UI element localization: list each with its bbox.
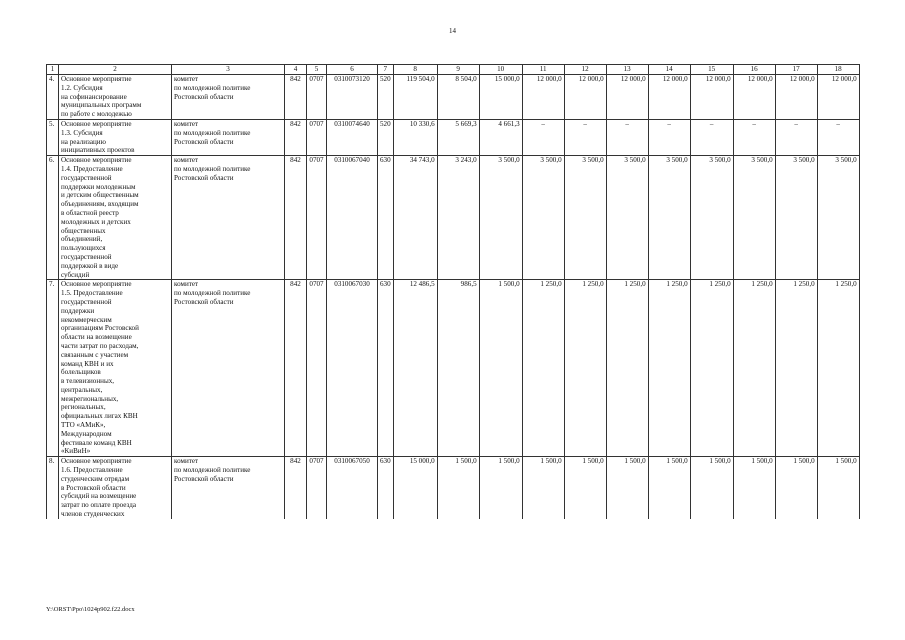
year-value-cell: – [648,119,690,155]
column-header: 15 [690,65,733,75]
year-value-cell: 1 500,0 [437,457,479,519]
year-value-cell: 1 250,0 [606,280,648,457]
activity-cell: Основное мероприятие 1.6. Предоставление студенческим отрядам в Ростовской области субсидий на возмещение затрат по оплате проезда членов студенческих [59,457,172,519]
year-value-cell: 1 500,0 [648,457,690,519]
row-number: 4. [47,75,59,120]
grbs-cell: 842 [285,75,307,120]
year-value-cell: 3 500,0 [564,156,606,280]
column-header: 6 [327,65,378,75]
section-cell: 0707 [307,75,327,120]
expense-type-cell: 520 [378,119,394,155]
total-cell: 12 486,5 [393,280,437,457]
year-value-cell: 1 500,0 [479,280,522,457]
year-value-cell: 3 500,0 [733,156,775,280]
year-value-cell: 1 250,0 [817,280,859,457]
file-path-footer: Y:\ORST\Ppo\1024p902.f22.docx [46,606,135,613]
target-article-cell: 0310067040 [327,156,378,280]
total-cell: 10 330,6 [393,119,437,155]
grbs-cell: 842 [285,119,307,155]
table-row [47,280,860,457]
column-header: 16 [733,65,775,75]
year-value-cell: 3 243,0 [437,156,479,280]
expense-type-cell: 520 [378,75,394,120]
target-article-cell: 0310067030 [327,280,378,457]
section-cell: 0707 [307,156,327,280]
executor-cell: комитет по молодежной политике Ростовской области [172,457,285,519]
year-value-cell: 12 000,0 [775,75,817,120]
year-value-cell: – [606,119,648,155]
total-cell: 119 504,0 [393,75,437,120]
target-article-cell: 0310074640 [327,119,378,155]
year-value-cell: – [690,119,733,155]
year-value-cell: 1 250,0 [775,280,817,457]
year-value-cell: 4 661,3 [479,119,522,155]
target-article-cell: 0310067050 [327,457,378,519]
column-header: 10 [479,65,522,75]
year-value-cell: 1 500,0 [817,457,859,519]
activity-cell: Основное мероприятие 1.4. Предоставление государственной поддержки молодежным и детским общественным объединениям, входящим в областной реестр молодежных и детских общественных объединений, пользующихся государственной поддержкой в виде субсидий [59,156,172,280]
table-row [47,457,860,519]
column-header: 13 [606,65,648,75]
year-value-cell: 3 500,0 [479,156,522,280]
table-row [47,156,860,280]
column-header: 18 [817,65,859,75]
year-value-cell: 3 500,0 [775,156,817,280]
column-header: 2 [59,65,172,75]
year-value-cell: 3 500,0 [522,156,564,280]
table-row [47,119,860,155]
year-value-cell: 1 250,0 [522,280,564,457]
activity-cell: Основное мероприятие 1.3. Субсидия на реализацию инициативных проектов [59,119,172,155]
year-value-cell: 1 500,0 [522,457,564,519]
executor-cell: комитет по молодежной политике Ростовской области [172,280,285,457]
section-cell: 0707 [307,280,327,457]
page-number: 14 [449,27,456,35]
year-value-cell: 8 504,0 [437,75,479,120]
executor-cell: комитет по молодежной политике Ростовской области [172,75,285,120]
year-value-cell: 1 250,0 [564,280,606,457]
year-value-cell: 12 000,0 [606,75,648,120]
expense-type-cell: 630 [378,457,394,519]
year-value-cell: 1 500,0 [690,457,733,519]
column-header: 8 [393,65,437,75]
year-value-cell: 986,5 [437,280,479,457]
grbs-cell: 842 [285,280,307,457]
year-value-cell: 1 500,0 [606,457,648,519]
year-value-cell: 1 500,0 [479,457,522,519]
year-value-cell: – [817,119,859,155]
column-header: 7 [378,65,394,75]
target-article-cell: 0310073120 [327,75,378,120]
year-value-cell: 15 000,0 [479,75,522,120]
column-header: 1 [47,65,59,75]
year-value-cell: 12 000,0 [817,75,859,120]
column-header: 14 [648,65,690,75]
grbs-cell: 842 [285,457,307,519]
table-row [47,75,860,120]
activity-cell: Основное мероприятие 1.2. Субсидия на софинансирование муниципальных программ по работе с молодежью [59,75,172,120]
executor-cell: комитет по молодежной политике Ростовской области [172,119,285,155]
expense-type-cell: 630 [378,280,394,457]
column-header: 17 [775,65,817,75]
budget-table [46,64,860,519]
row-number: 5. [47,119,59,155]
year-value-cell: 3 500,0 [690,156,733,280]
executor-cell: комитет по молодежной политике Ростовской области [172,156,285,280]
row-number: 7. [47,280,59,457]
column-header: 11 [522,65,564,75]
column-header: 5 [307,65,327,75]
column-header: 9 [437,65,479,75]
total-cell: 15 000,0 [393,457,437,519]
year-value-cell: 12 000,0 [690,75,733,120]
column-header: 12 [564,65,606,75]
row-number: 6. [47,156,59,280]
expense-type-cell: 630 [378,156,394,280]
year-value-cell: 12 000,0 [648,75,690,120]
year-value-cell: – [522,119,564,155]
year-value-cell: – [733,119,775,155]
year-value-cell: 12 000,0 [522,75,564,120]
year-value-cell: 3 500,0 [606,156,648,280]
year-value-cell: 1 500,0 [564,457,606,519]
section-cell: 0707 [307,457,327,519]
total-cell: 34 743,0 [393,156,437,280]
year-value-cell: 1 250,0 [648,280,690,457]
grbs-cell: 842 [285,156,307,280]
year-value-cell: 1 250,0 [690,280,733,457]
year-value-cell: 3 500,0 [817,156,859,280]
column-header: 3 [172,65,285,75]
table-header-row [47,65,860,75]
year-value-cell: 5 669,3 [437,119,479,155]
year-value-cell: – [564,119,606,155]
year-value-cell: 12 000,0 [564,75,606,120]
year-value-cell: 1 250,0 [733,280,775,457]
year-value-cell: 3 500,0 [648,156,690,280]
section-cell: 0707 [307,119,327,155]
year-value-cell: – [775,119,817,155]
year-value-cell: 1 500,0 [775,457,817,519]
row-number: 8. [47,457,59,519]
activity-cell: Основное мероприятие 1.5. Предоставление государственной поддержки некоммерческим организациям Ростовской области на возмещение части затрат по расходам, связанным с участием команд КВН и их болельщиков в телевизионных, центральных, межрегиональных, региональных, официальных лигах КВН ТТО «АМиК», Международном фестивале команд КВН «КиВиН» [59,280,172,457]
year-value-cell: 1 500,0 [733,457,775,519]
year-value-cell: 12 000,0 [733,75,775,120]
column-header: 4 [285,65,307,75]
